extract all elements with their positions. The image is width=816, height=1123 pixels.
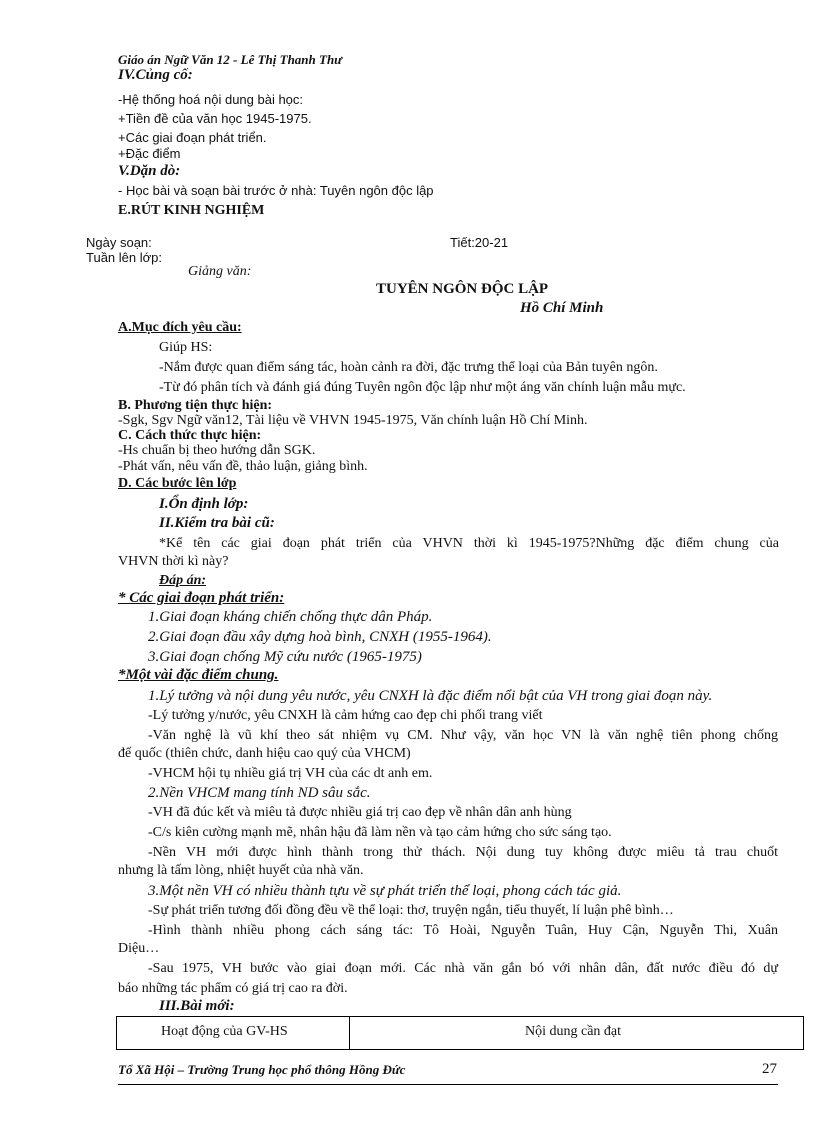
section-b-text: -Sgk, Sgv Ngữ văn12, Tài liệu về VHVN 1945-1975, Văn chính luận Hồ Chí Minh. [118, 413, 588, 428]
feature-text: -Lý tưởng y/nước, yêu CNXH là cảm hứng cao đẹp chi phối trang viết [148, 708, 543, 723]
on-dinh-lop: I.Ổn định lớp: [159, 496, 249, 512]
section-c-item: -Phát vấn, nêu vấn đề, thảo luận, giảng bình. [118, 459, 368, 474]
feature-text: -Văn nghệ là vũ khí theo sát nhiệm vụ CM. Như vậy, văn học VN là văn nghệ tiên phong chống [148, 728, 778, 743]
feature-text: -VHCM hội tụ nhiều giá trị VH của các dt anh em. [148, 766, 433, 781]
footer-school: Tổ Xã Hội – Trường Trung học phổ thông Hồng Đức [118, 1062, 406, 1077]
feature-text: Diệu… [118, 941, 160, 956]
tuan-len-lop-label: Tuần lên lớp: [86, 250, 162, 265]
feature-heading: 3.Một nền VH có nhiều thành tựu về sự phát triển thể loại, phong cách tác giả. [148, 883, 622, 899]
footer-divider [118, 1084, 778, 1085]
section-c-item: -Hs chuẩn bị theo hướng dẫn SGK. [118, 443, 316, 458]
lesson-author: Hồ Chí Minh [520, 300, 604, 316]
feature-heading: 2.Nền VHCM mang tính ND sâu sắc. [148, 785, 371, 801]
feature-text: -VH đã đúc kết và miêu tả được nhiều giá trị cao đẹp về nhân dân anh hùng [148, 805, 572, 820]
lesson-title: TUYÊN NGÔN ĐỘC LẬP [376, 281, 549, 297]
stage-item: 3.Giai đoạn chống Mỹ cứu nước (1965-1975) [148, 649, 422, 665]
feature-text: đế quốc (thiên chức, danh hiệu cao quý của VHCM) [118, 746, 411, 761]
dan-do-heading: V.Dặn dò: [118, 163, 181, 179]
feature-heading: 1.Lý tưởng và nội dung yêu nước, yêu CNXH là đặc điểm nổi bật của VH trong giai đoạn này. [148, 688, 713, 704]
ngay-soan-label: Ngày soạn: [86, 235, 152, 250]
section-a-item: -Từ đó phân tích và đánh giá đúng Tuyên ngôn độc lập như một áng văn chính luận mẫu mực. [159, 380, 686, 395]
bai-moi-heading: III.Bài mới: [159, 998, 235, 1014]
tiet-label: Tiết:20-21 [450, 235, 509, 250]
cung-co-heading: IV.Củng cố: [118, 67, 193, 83]
rut-kinh-nghiem-heading: E.RÚT KINH NGHIỆM [118, 203, 265, 218]
feature-text: -Sau 1975, VH bước vào giai đoạn mới. Các nhà văn gắn bó với nhân dân, đất nước điều đó dự [148, 961, 778, 976]
cung-co-item: +Các giai đoạn phát triển. [118, 130, 267, 145]
table-divider [349, 1017, 350, 1049]
dan-do-text: - Học bài và soạn bài trước ở nhà: Tuyên ngôn độc lập [118, 183, 434, 198]
section-c-heading: C. Cách thức thực hiện: [118, 428, 262, 443]
stages-heading: * Các giai đoạn phát triển: [118, 590, 285, 606]
feature-text: báo những tác phẩm có giá trị cao ra đời. [118, 981, 348, 996]
table-header-activities: Hoạt động của GV-HS [161, 1024, 288, 1039]
page-number: 27 [762, 1061, 777, 1077]
section-d-heading: D. Các bước lên lớp [118, 476, 237, 491]
feature-text: nhưng là tấm lòng, nhiệt huyết của nhà văn. [118, 863, 364, 878]
feature-text: -C/s kiên cường mạnh mẽ, nhân hậu đã làm nền và tạo cảm hứng cho sức sáng tạo. [148, 825, 612, 840]
section-a-item: Giúp HS: [159, 340, 213, 355]
features-heading: *Một vài đặc điểm chung. [118, 667, 279, 683]
question-line: *Kể tên các giai đoạn phát triển của VHVN thời kì 1945-1975?Những đặc điểm chung của [159, 536, 779, 551]
cung-co-item: +Tiền đề của văn học 1945-1975. [118, 111, 312, 126]
feature-text: -Nền VH mới được hình thành trong thử thách. Nội dung tuy không được miêu tả trau chuốt [148, 845, 778, 860]
stage-item: 1.Giai đoạn kháng chiến chống thực dân Pháp. [148, 609, 433, 625]
cung-co-item: +Đặc điểm [118, 146, 181, 161]
feature-text: -Hình thành nhiều phong cách sáng tác: Tô Hoài, Nguyễn Tuân, Huy Cận, Nguyễn Thi, Xuân [148, 923, 778, 938]
question-line: VHVN thời kì này? [118, 554, 229, 569]
section-b-heading: B. Phương tiện thực hiện: [118, 398, 273, 413]
feature-text: -Sự phát triển tương đối đồng đều về thể loại: thơ, truyện ngắn, tiểu thuyết, lí luận phê bình… [148, 903, 674, 918]
cung-co-item: -Hệ thống hoá nội dung bài học: [118, 92, 304, 107]
giang-van-label: Giảng văn: [188, 264, 252, 279]
section-a-item: -Nắm được quan điểm sáng tác, hoàn cảnh ra đời, đặc trưng thể loại của Bản tuyên ngôn. [159, 360, 658, 375]
table-header-content: Nội dung cần đạt [525, 1024, 622, 1039]
header-title: Giáo án Ngữ Văn 12 - Lê Thị Thanh Thư [118, 52, 342, 67]
section-a-heading: A.Mục đích yêu cầu: [118, 320, 242, 335]
stage-item: 2.Giai đoạn đầu xây dựng hoà bình, CNXH (1955-1964). [148, 629, 492, 645]
kiem-tra-bai-cu: II.Kiểm tra bài cũ: [159, 515, 275, 531]
activity-table [116, 1016, 804, 1050]
dap-an-label: Đáp án: [159, 573, 207, 588]
